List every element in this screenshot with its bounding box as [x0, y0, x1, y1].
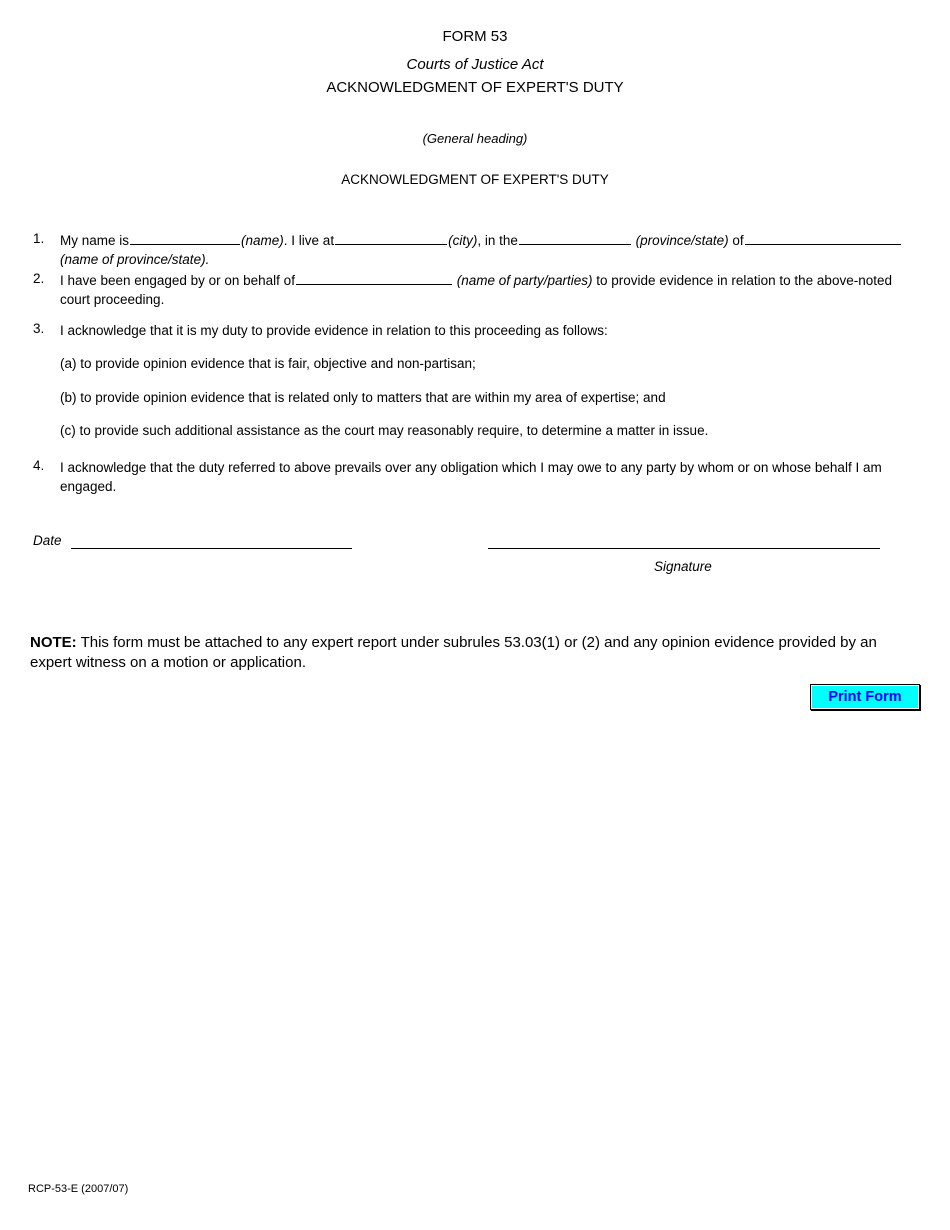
- name-field[interactable]: [130, 231, 240, 245]
- item-1: [60, 231, 920, 269]
- item-1-number: 1.: [33, 231, 45, 246]
- item-2-text: to provide evidence in relation to the above-noted court proceeding.: [60, 273, 892, 307]
- item-2-number: 2.: [33, 271, 45, 286]
- party-field[interactable]: [296, 271, 452, 285]
- item-1-text: My name is: [60, 233, 130, 248]
- item-2-text: I have been engaged by or on behalf of: [60, 273, 295, 288]
- item-4-text: I acknowledge that the duty referred to above prevails over any obligation which I may owe to any party by whom or on whose behalf I am engaged.: [60, 460, 882, 494]
- note: [30, 633, 920, 673]
- party-label: (name of party/parties): [456, 273, 593, 288]
- date-field[interactable]: [71, 548, 352, 549]
- city-label: (city): [448, 233, 478, 248]
- item-1-text: , in the: [477, 233, 518, 248]
- province-label: (province/state): [635, 233, 729, 248]
- date-label: Date: [33, 533, 62, 548]
- form-title-repeat: ACKNOWLEDGMENT OF EXPERT'S DUTY: [341, 172, 609, 187]
- city-field[interactable]: [335, 231, 447, 245]
- form-number: FORM 53: [442, 28, 508, 45]
- province-name-field[interactable]: [745, 231, 901, 245]
- item-3-a: (a) to provide opinion evidence that is fair, objective and non-partisan;: [60, 356, 476, 371]
- item-2: [60, 271, 920, 309]
- act-name: Courts of Justice Act: [406, 56, 544, 73]
- item-1-text: .: [205, 252, 210, 267]
- signature-field[interactable]: [488, 548, 880, 549]
- item-3-text: I acknowledge that it is my duty to provide evidence in relation to this proceeding as follows:: [60, 323, 608, 338]
- name-province-label: (name of province/state): [60, 252, 206, 267]
- general-heading: (General heading): [422, 131, 528, 146]
- item-3-number: 3.: [33, 321, 45, 336]
- item-3-b: (b) to provide opinion evidence that is related only to matters that are within my area of expertise; and: [60, 390, 666, 405]
- note-text: This form must be attached to any expert report under subrules 53.03(1) or (2) and any opinion evidence provided by an expert witness on a motion or application.: [30, 634, 877, 671]
- signature-label: Signature: [654, 559, 712, 574]
- item-4-number: 4.: [33, 458, 45, 473]
- item-1-text: . I live at: [283, 233, 335, 248]
- item-1-text: of: [728, 233, 744, 248]
- province-field[interactable]: [519, 231, 631, 245]
- form-code: RCP-53-E (2007/07): [28, 1183, 129, 1195]
- print-form-button[interactable]: Print Form: [810, 684, 920, 710]
- name-label: (name): [241, 233, 284, 248]
- note-label: NOTE:: [30, 634, 77, 651]
- item-3-c: (c) to provide such additional assistance as the court may reasonably require, to determine a matter in issue.: [60, 423, 709, 438]
- form-title: ACKNOWLEDGMENT OF EXPERT'S DUTY: [326, 79, 624, 96]
